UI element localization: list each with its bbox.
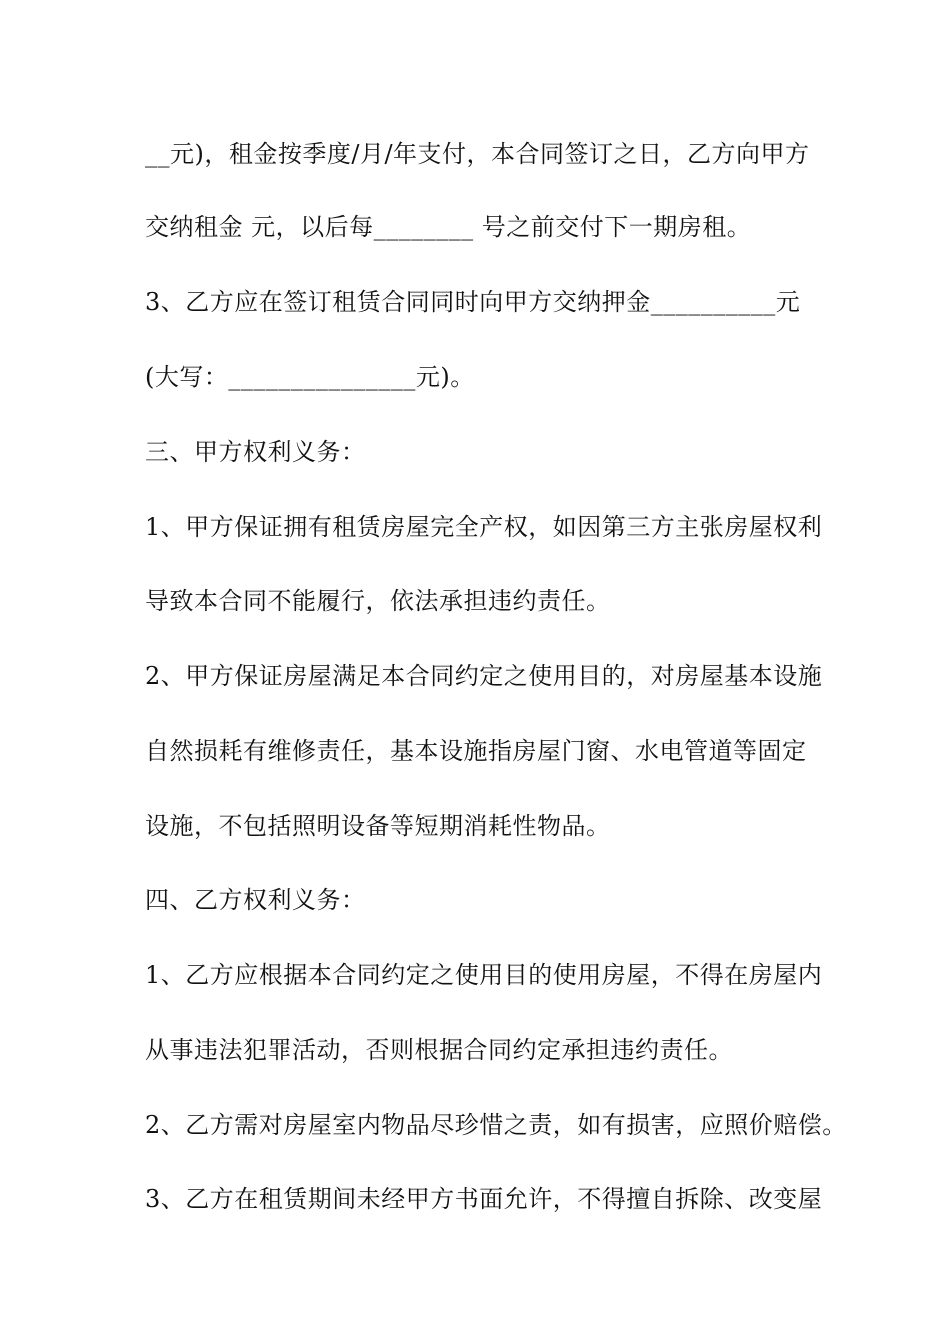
section-heading-party-a: 三、甲方权利义务： bbox=[145, 438, 366, 466]
party-a-clause-1-line-1: 1、甲方保证拥有租赁房屋完全产权，如因第三方主张房屋权利 bbox=[145, 513, 823, 541]
deposit-amount-line: (大写：_______________元)。 bbox=[145, 363, 475, 391]
party-a-clause-1-line-2: 导致本合同不能履行，依法承担违约责任。 bbox=[145, 587, 611, 615]
party-a-clause-2-line-1: 2、甲方保证房屋满足本合同约定之使用目的，对房屋基本设施 bbox=[145, 662, 823, 690]
party-b-clause-2-line: 2、乙方需对房屋室内物品尽珍惜之责，如有损害，应照价赔偿。 bbox=[145, 1111, 847, 1139]
rent-payment-line-2: 交纳租金 元，以后每________ 号之前交付下一期房租。 bbox=[145, 213, 752, 241]
deposit-clause-line: 3、乙方应在签订租赁合同同时向甲方交纳押金__________元 bbox=[145, 288, 801, 316]
party-a-clause-2-line-3: 设施，不包括照明设备等短期消耗性物品。 bbox=[145, 812, 611, 840]
party-b-clause-1-line-2: 从事违法犯罪活动，否则根据合同约定承担违约责任。 bbox=[145, 1036, 733, 1064]
rent-payment-line: __元)，租金按季度/月/年支付，本合同签订之日，乙方向甲方 bbox=[145, 140, 810, 168]
party-b-clause-1-line-1: 1、乙方应根据本合同约定之使用目的使用房屋，不得在房屋内 bbox=[145, 961, 823, 989]
party-b-clause-3-line: 3、乙方在租赁期间未经甲方书面允许，不得擅自拆除、改变屋 bbox=[145, 1185, 823, 1213]
section-heading-party-b: 四、乙方权利义务： bbox=[145, 886, 366, 914]
party-a-clause-2-line-2: 自然损耗有维修责任，基本设施指房屋门窗、水电管道等固定 bbox=[145, 737, 807, 765]
